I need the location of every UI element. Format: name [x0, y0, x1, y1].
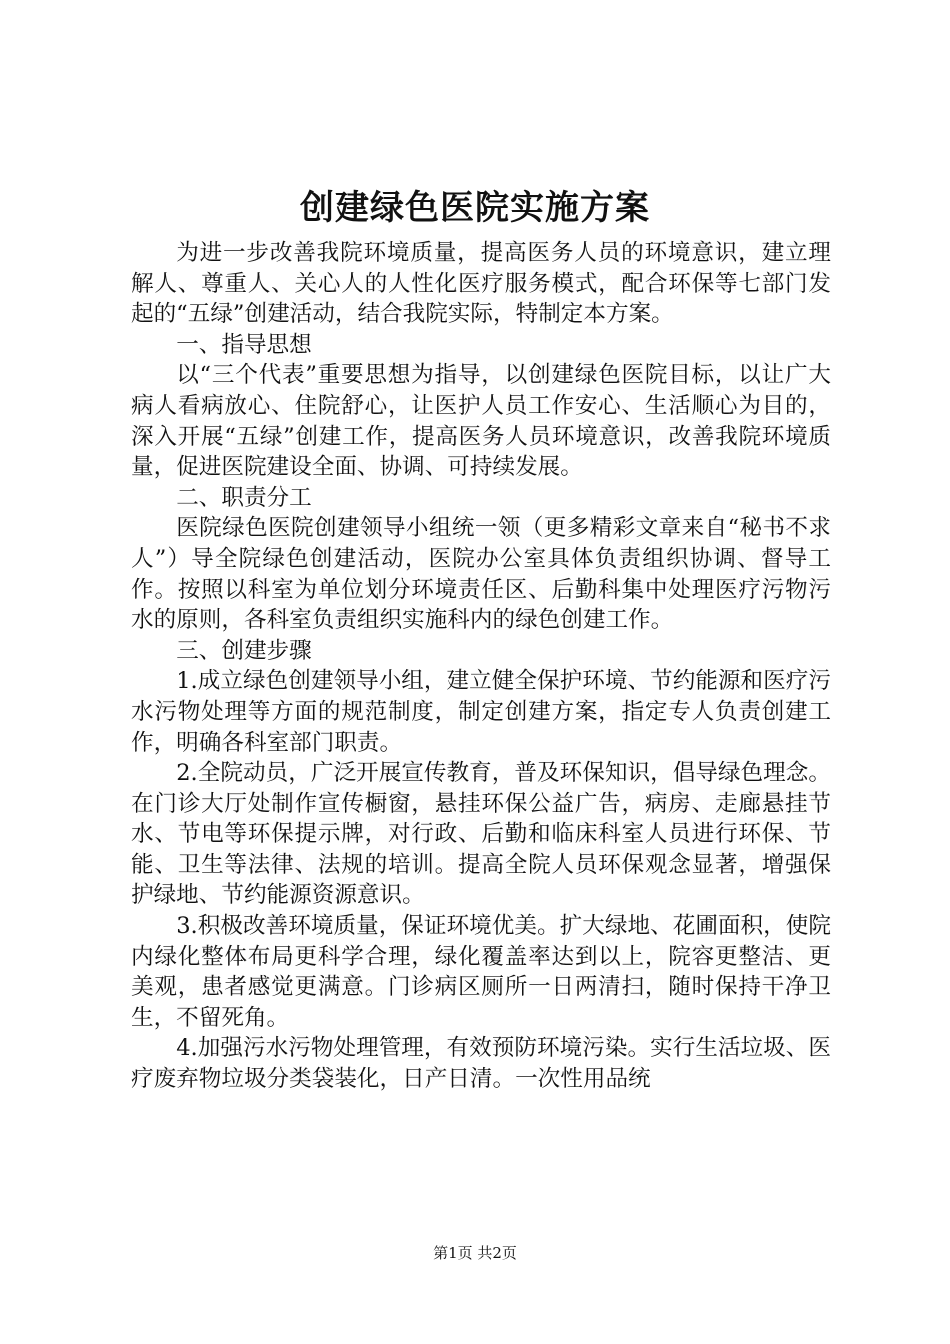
- section-heading-responsibilities: 二、职责分工: [176, 484, 312, 511]
- paragraph-step-1: 1.成立绿色创建领导小组，建立健全保护环境、节约能源和医疗污水污物处理等方面的规范制度，制定创建方案，指定专人负责创建工作，明确各科室部门职责。: [131, 668, 831, 756]
- paragraph-step-4: 4.加强污水污物处理管理，有效预防环境污染。实行生活垃圾、医疗废弃物垃圾分类袋装化，日产日清。一次性用品统: [131, 1035, 831, 1093]
- section-heading-steps: 三、创建步骤: [176, 637, 312, 664]
- document-body: [131, 238, 831, 1095]
- paragraph-step-3: 3.积极改善环境质量，保证环境优美。扩大绿地、花圃面积，使院内绿化整体布局更科学合理，绿化覆盖率达到以上，院容更整洁、更美观，患者感觉更满意。门诊病区厕所一日两清扫，随时保持干净卫生，不留死角。: [131, 913, 831, 1031]
- page-number-footer: 第1页 共2页: [433, 1244, 517, 1262]
- intro-paragraph: 为进一步改善我院环境质量，提高医务人员的环境意识，建立理解人、尊重人、关心人的人性化医疗服务模式，配合环保等七部门发起的“五绿”创建活动，结合我院实际，特制定本方案。: [131, 240, 831, 328]
- document-title: 创建绿色医院实施方案: [300, 188, 650, 228]
- paragraph-step-2: 2.全院动员，广泛开展宣传教育，普及环保知识，倡导绿色理念。在门诊大厅处制作宣传橱窗，悬挂环保公益广告，病房、走廊悬挂节水、节电等环保提示牌，对行政、后勤和临床科室人员进行环保、节能、卫生等法律、法规的培训。提高全院人员环保观念显著，增强保护绿地、节约能源资源意识。: [131, 760, 831, 909]
- section-heading-guiding-ideology: 一、指导思想: [176, 331, 312, 358]
- paragraph-guiding-ideology: 以“三个代表”重要思想为指导，以创建绿色医院目标，以让广大病人看病放心、住院舒心，让医护人员工作安心、生活顺心为目的，深入开展“五绿”创建工作，提高医务人员环境意识，改善我院环境质量，促进医院建设全面、协调、可持续发展。: [131, 362, 831, 481]
- paragraph-responsibilities: 医院绿色医院创建领导小组统一领（更多精彩文章来自“秘书不求人”）导全院绿色创建活动，医院办公室具体负责组织协调、督导工作。按照以科室为单位划分环境责任区、后勤科集中处理医疗污物污水的原则，各科室负责组织实施科内的绿色创建工作。: [131, 515, 831, 634]
